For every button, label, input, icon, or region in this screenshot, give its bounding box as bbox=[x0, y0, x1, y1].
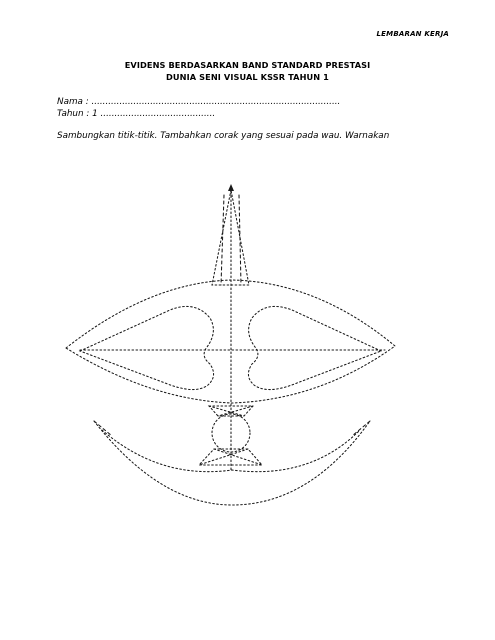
wau-tail-arc bbox=[94, 421, 370, 505]
wau-right-heart bbox=[248, 306, 381, 389]
name-field[interactable]: Nama : ......................................................................................... bbox=[57, 97, 341, 107]
worksheet-tag: LEMBARAN KERJA bbox=[376, 30, 449, 38]
wau-tail-left-end bbox=[94, 421, 112, 436]
year-field[interactable]: Tahun : 1 ......................................... bbox=[57, 109, 216, 119]
wau-head-inner-left bbox=[221, 195, 224, 285]
title-line-2: DUNIA SENI VISUAL KSSR TAHUN 1 bbox=[166, 72, 329, 82]
instruction-text: Sambungkan titik-titik. Tambahkan corak yang sesuai pada wau. Warnakan bbox=[57, 131, 390, 141]
title-line-1: EVIDENS BERDASARKAN BAND STANDARD PRESTASI bbox=[124, 60, 371, 70]
wau-left-heart bbox=[80, 306, 214, 389]
